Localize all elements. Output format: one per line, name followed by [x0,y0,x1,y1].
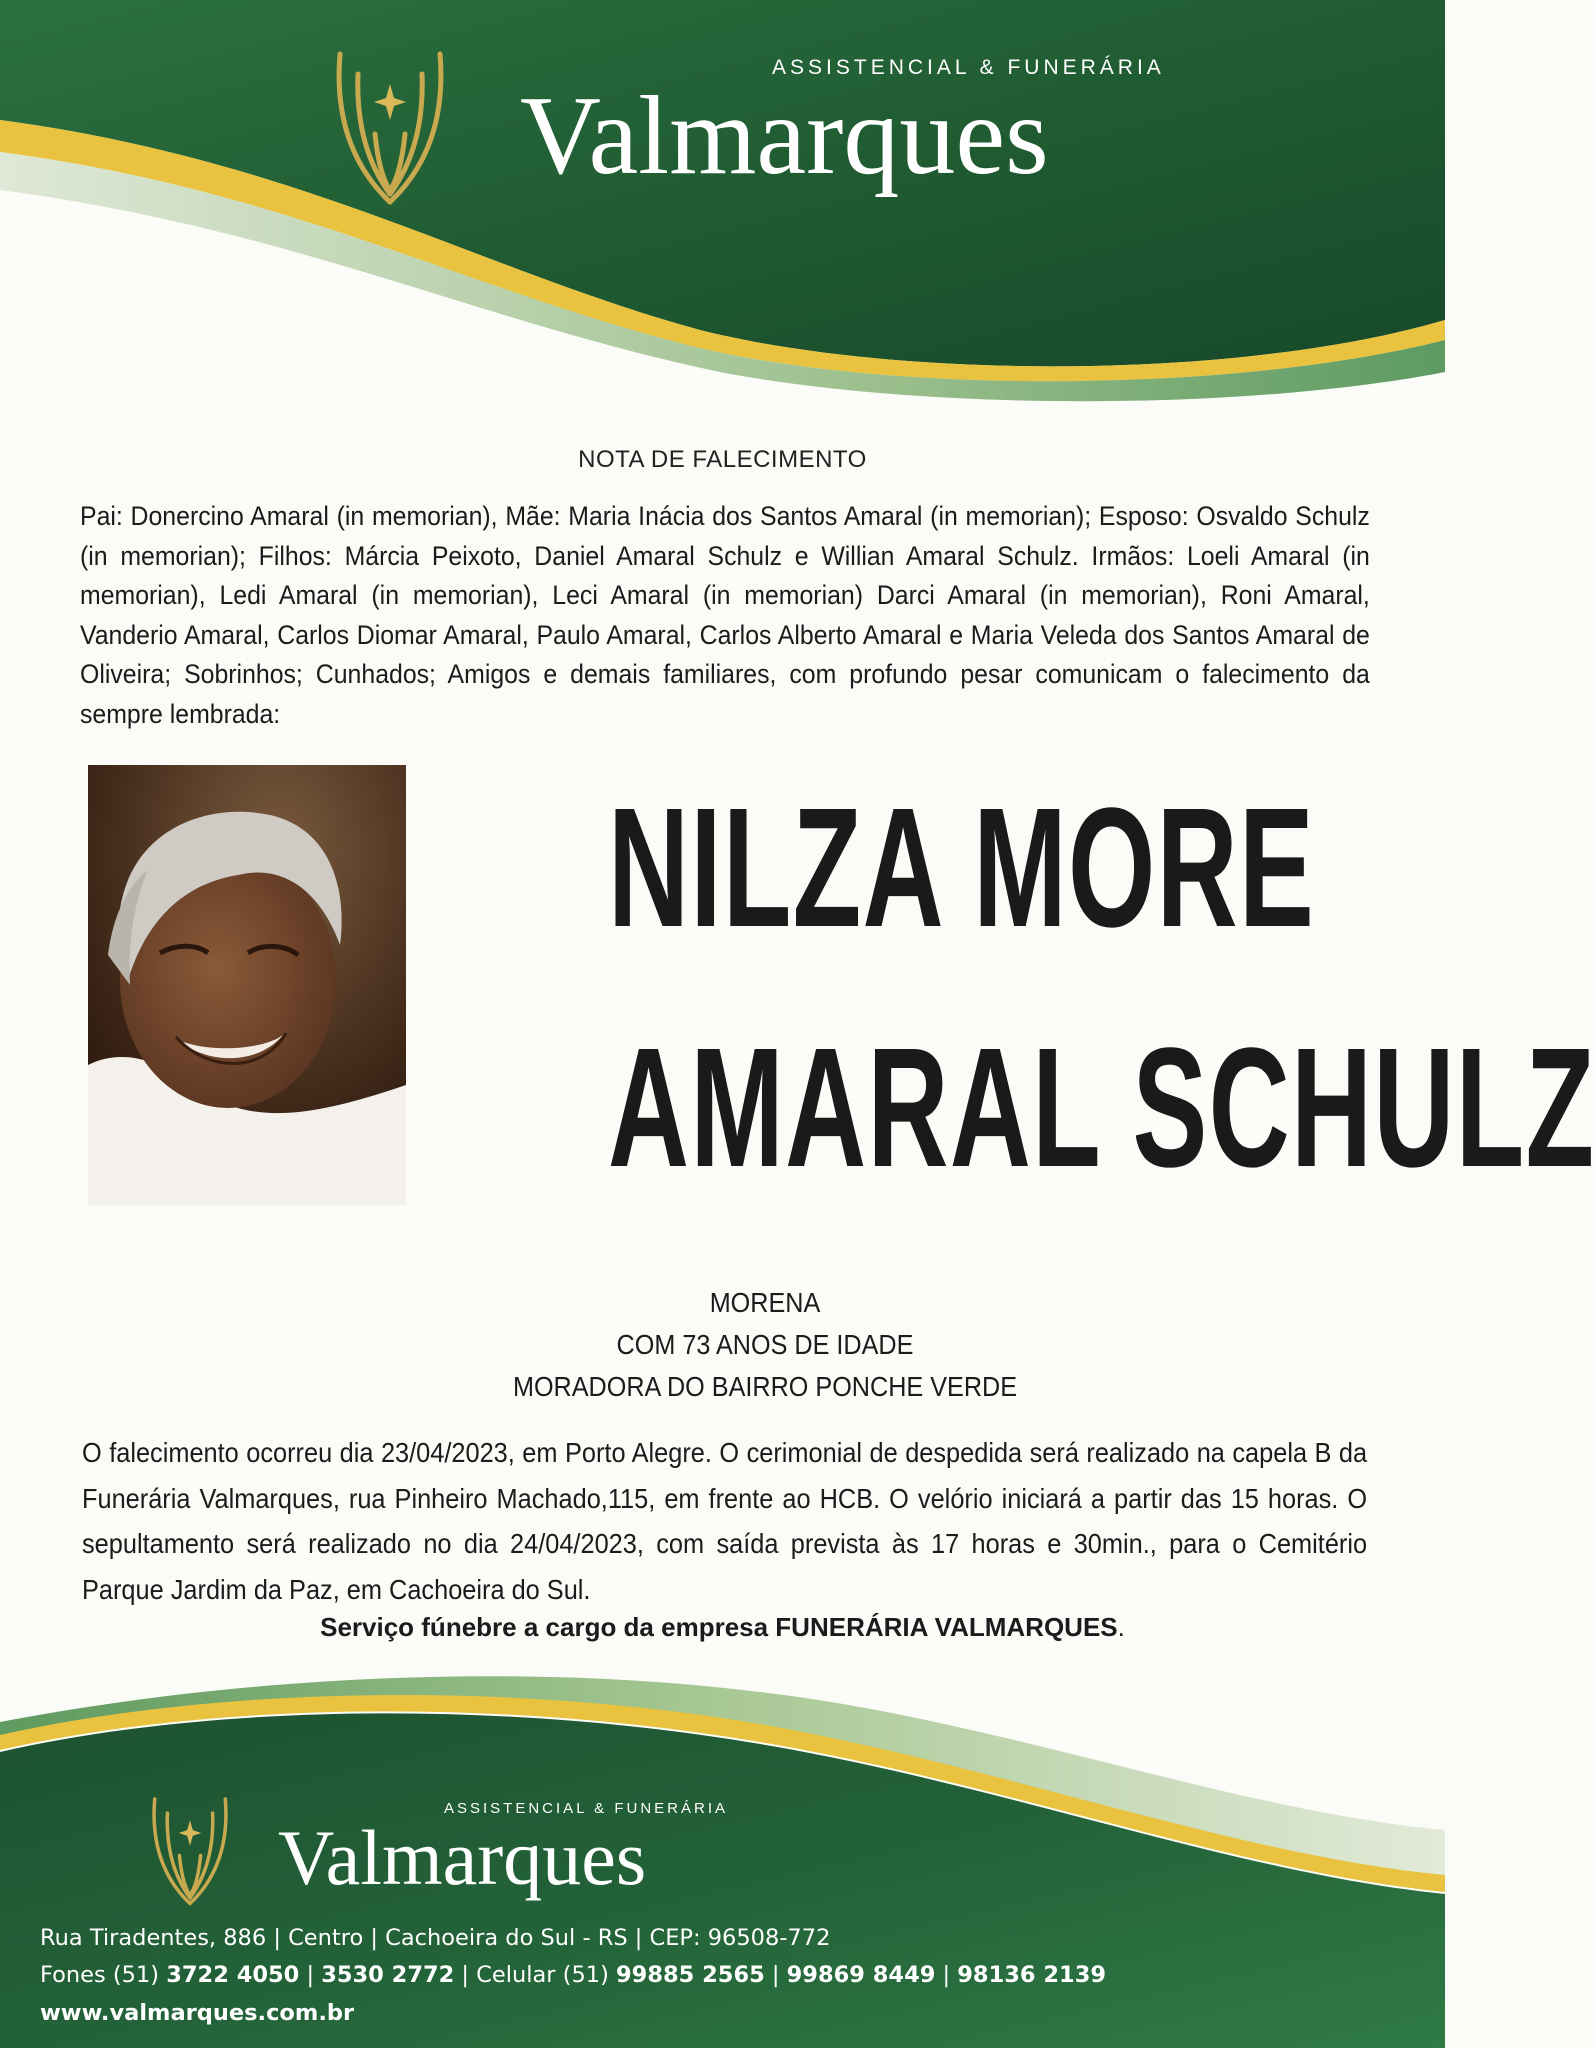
cell-phone-3[interactable]: 98136 2139 [957,1962,1106,1988]
phone-1[interactable]: 3722 4050 [166,1962,300,1988]
deceased-name-line1: NILZA MORE [608,773,1316,963]
brand-footer [278,1800,728,1901]
cell-label: | Celular (51) [454,1962,617,1988]
phone-separator: | [299,1962,322,1988]
service-text: Serviço fúnebre a cargo da empresa FUNERÁRIA VALMARQUES [320,1612,1118,1642]
phone-separator: | [935,1962,958,1988]
deceased-name-line2: AMARAL SCHULZ [608,1013,1595,1203]
notice-heading: NOTA DE FALECIMENTO [578,446,867,473]
phone-separator: | [764,1962,787,1988]
nickname: MORENA [709,1287,821,1318]
phones-label: Fones (51) [40,1962,167,1988]
service-period: . [1117,1612,1125,1642]
footer-phones [40,1962,1106,1988]
footer-brand-name: Valmarques [278,1814,647,1901]
valmarques-footer-logo-icon [140,1792,240,1912]
footer-website-link[interactable]: www.valmarques.com.br [40,2000,355,2026]
age: COM 73 ANOS DE IDADE [616,1329,914,1360]
cell-phone-2[interactable]: 99869 8449 [786,1962,936,1988]
brand-name: Valmarques [520,74,1049,198]
family-announcement: Pai: Donercino Amaral (in memorian), Mãe: Maria Inácia dos Santos Amaral (in memorian); Esposo: Osvaldo Schulz (in memorian); Filhos: Márcia Peixoto, Daniel Amaral Schulz e Willian Amaral Schulz. Irmãos: Loeli Amaral (in memorian), Ledi Amaral (in memorian), Leci Amaral (in memorian) Darci Amaral (in memorian), Roni Amaral, Vanderio Amaral, Carlos Diomar Amaral, Paulo Amaral, Carlos Alberto Amaral e Maria Veleda dos Santos Amaral de Oliveira; Sobrinhos; Cunhados; Amigos e demais familiares, com profundo pesar comunicam o falecimento da sempre lembrada: [80,501,1370,729]
footer-brand-tagline: ASSISTENCIAL & FUNERÁRIA [444,1800,728,1817]
footer-address: Rua Tiradentes, 886 | Centro | Cachoeira do Sul - RS | CEP: 96508-772 [40,1925,831,1951]
brand-tagline: ASSISTENCIAL & FUNERÁRIA [772,56,1165,79]
ceremony-info: O falecimento ocorreu dia 23/04/2023, em Porto Alegre. O cerimonial de despedida será realizado na capela B da Funerária Valmarques, rua Pinheiro Machado,115, em frente ao HCB. O velório iniciará a partir das 15 horas. O sepultamento será realizado no dia 24/04/2023, com saída prevista às 17 horas e 30min., para o Cemitério Parque Jardim da Paz, em Cachoeira do Sul. [82,1437,1368,1605]
residence: MORADORA DO BAIRRO PONCHE VERDE [512,1371,1018,1402]
phone-2[interactable]: 3530 2772 [321,1962,455,1988]
cell-phone-1[interactable]: 99885 2565 [616,1962,765,1988]
